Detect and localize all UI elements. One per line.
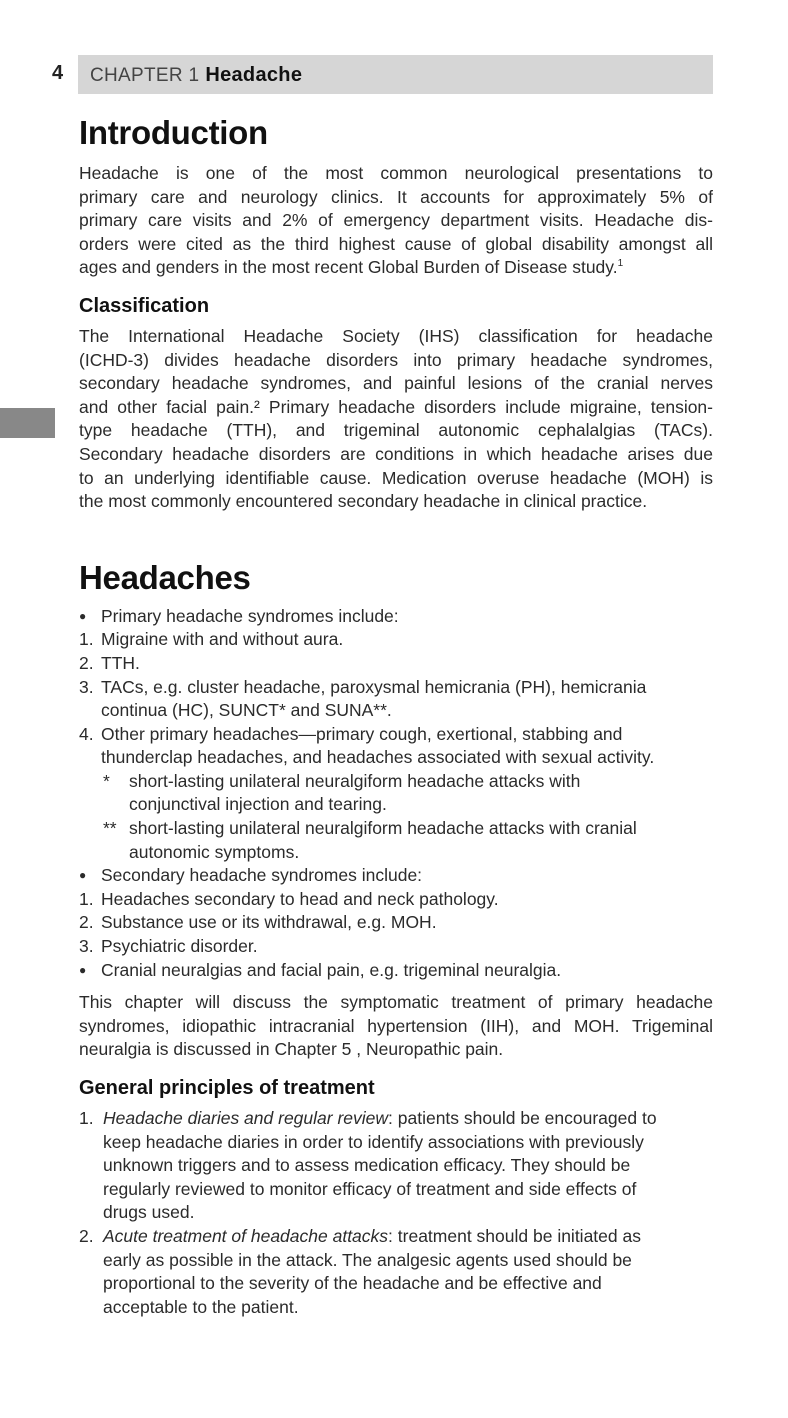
list-item-text <box>103 1107 713 1131</box>
paragraph-line <box>79 372 713 396</box>
list-item-body: Migraine with and without aura. <box>101 629 344 650</box>
list-item-text <box>101 911 713 935</box>
list-item-text <box>129 770 713 794</box>
list-item-body: Secondary headache syndromes include: <box>101 865 423 886</box>
list-item-line <box>79 959 713 983</box>
bullet-icon: ● <box>79 962 87 977</box>
list-item-body: drugs used. <box>103 1202 195 1223</box>
paragraph-line <box>79 396 713 420</box>
list-item-text <box>103 1201 713 1225</box>
paragraph-line <box>79 325 713 349</box>
list-item-body: Substance use or its withdrawal, e.g. MOH. <box>101 912 437 933</box>
bullet-icon: ● <box>79 868 87 883</box>
line-text: ages and genders in the most recent Global Burden of Disease study. <box>79 257 618 278</box>
paragraph-line <box>79 490 713 514</box>
subsection-heading: Classification <box>79 294 210 317</box>
list-item-line <box>79 1131 713 1155</box>
list-item-line <box>79 793 713 817</box>
list-item-body: short-lasting unilateral neuralgiform headache attacks with <box>129 770 581 791</box>
line-text: neuralgia is discussed in Chapter 5 , Neuropathic pain. <box>79 1039 504 1060</box>
list-item-body: Other primary headaches—primary cough, exertional, stabbing and <box>101 723 623 744</box>
line-text: Headache is one of the most common neurological presentations to <box>79 163 713 183</box>
section-heading: Introduction <box>79 114 268 151</box>
list-item-line <box>79 699 713 723</box>
list-item-body: keep headache diaries in order to identify associations with previously <box>103 1131 644 1152</box>
list-item-line <box>79 841 713 865</box>
line-text: and other facial pain.² Primary headache disorders include migraine, tension- <box>79 396 713 417</box>
footnote-ref: 1 <box>617 258 624 270</box>
list-item-line <box>79 935 713 959</box>
subsection-heading: General principles of treatment <box>79 1077 375 1099</box>
list-item-text <box>103 1154 713 1178</box>
list-item-lead: Headache diaries and regular review <box>103 1108 389 1128</box>
list-item-line <box>79 1225 713 1249</box>
list-item-line <box>79 1107 713 1131</box>
list-marker: 1. <box>79 1108 94 1128</box>
list <box>79 605 713 983</box>
list-item-line <box>79 746 713 770</box>
line-text: (ICHD-3) divides headache disorders into primary headache syndromes, <box>79 349 713 370</box>
list-item-text <box>103 1296 713 1320</box>
bullet-icon: ● <box>79 608 87 623</box>
list-item-body: unknown triggers and to assess medication efficacy. They should be <box>103 1155 631 1176</box>
list-item-text <box>101 864 713 888</box>
chapter-title: Headache <box>205 64 303 86</box>
list <box>79 1107 713 1319</box>
line-text: the most commonly encountered secondary headache in clinical practice. <box>79 491 648 512</box>
list-item-text <box>101 699 713 723</box>
paragraph-line <box>79 991 713 1015</box>
list-marker: 2. <box>79 1225 94 1246</box>
chapter-thumb-tab <box>0 408 55 438</box>
paragraph-line <box>79 467 713 491</box>
list-item-text <box>103 1178 713 1202</box>
paragraph-line <box>79 209 713 233</box>
list-marker: 1. <box>79 888 94 909</box>
line-text: The International Headache Society (IHS) classification for headache <box>79 325 713 346</box>
list-marker: 4. <box>79 723 94 744</box>
list-marker: 1. <box>79 629 94 650</box>
page-number: 4 <box>52 62 64 84</box>
list-item-line <box>79 911 713 935</box>
list-item-body: acceptable to the patient. <box>103 1296 299 1317</box>
paragraph-line <box>79 1038 713 1062</box>
page-body <box>79 113 713 1319</box>
list-item-text <box>101 628 713 652</box>
list-item-line <box>79 723 713 747</box>
list-item-text <box>101 723 713 747</box>
list-item-body: TACs, e.g. cluster headache, paroxysmal hemicrania (PH), hemicrania <box>101 676 647 697</box>
list-item-text <box>101 605 713 629</box>
line-text: primary care visits and 2% of emergency department visits. Headache dis- <box>79 210 713 231</box>
list-marker: ** <box>103 818 117 839</box>
paragraph-line <box>79 162 713 186</box>
list-item-body: continua (HC), SUNCT* and SUNA**. <box>101 700 392 721</box>
list-item-body: Psychiatric disorder. <box>101 936 258 957</box>
list-item-line <box>79 888 713 912</box>
list-item-line <box>79 1272 713 1296</box>
list-marker: 3. <box>79 936 94 957</box>
list-marker: 2. <box>79 652 94 673</box>
list-item-line <box>79 605 713 629</box>
list-item-text <box>101 676 713 700</box>
list-item-line <box>79 1178 713 1202</box>
list-item-text <box>103 1131 713 1155</box>
list-item-body: proportional to the severity of the headache and be effective and <box>103 1273 602 1294</box>
paragraph <box>79 991 713 1062</box>
list-item-body: early as possible in the attack. The analgesic agents used should be <box>103 1249 632 1270</box>
line-text: This chapter will discuss the symptomatic treatment of primary headache <box>79 992 713 1013</box>
list-item-lead: Acute treatment of headache attacks <box>103 1225 389 1246</box>
list-item-text <box>103 1249 713 1273</box>
paragraph-line <box>79 256 713 280</box>
list-item-line <box>79 1296 713 1320</box>
list-item-body: regularly reviewed to monitor efficacy of treatment and side effects of <box>103 1178 637 1199</box>
paragraph-line <box>79 233 713 257</box>
section-heading: Headaches <box>79 558 251 596</box>
line-text: to an underlying identifiable cause. Medication overuse headache (MOH) is <box>79 467 713 488</box>
list-item-body: : treatment should be initiated as <box>388 1225 641 1246</box>
list-marker: * <box>103 770 110 791</box>
list-item-text <box>101 746 713 770</box>
list-item-body: thunderclap headaches, and headaches associated with sexual activity. <box>101 747 655 768</box>
paragraph <box>79 325 713 514</box>
paragraph-line <box>79 443 713 467</box>
list-item-body: : patients should be encouraged to <box>388 1108 657 1128</box>
paragraph-line <box>79 186 713 210</box>
list-item-text <box>129 841 713 865</box>
line-text: type headache (TTH), and trigeminal autonomic cephalalgias (TACs). <box>79 420 713 441</box>
list-item-text <box>103 1272 713 1296</box>
running-header <box>90 64 302 87</box>
list-item-line <box>79 652 713 676</box>
list-item-body: short-lasting unilateral neuralgiform headache attacks with cranial <box>129 818 637 839</box>
line-text: primary care and neurology clinics. It accounts for approximately 5% of <box>79 186 713 207</box>
list-item-body: Cranial neuralgias and facial pain, e.g. trigeminal neuralgia. <box>101 959 562 980</box>
paragraph-line <box>79 1015 713 1039</box>
list-item-text <box>101 652 713 676</box>
list-item-text <box>101 935 713 959</box>
list-item-body: autonomic symptoms. <box>129 841 300 862</box>
chapter-label: CHAPTER 1 <box>90 65 200 86</box>
list-item-body: conjunctival injection and tearing. <box>129 794 387 815</box>
list-marker: 2. <box>79 912 94 933</box>
list-item-line <box>79 1201 713 1225</box>
list-item-line <box>79 676 713 700</box>
list-item-line <box>79 628 713 652</box>
list-item-text <box>129 793 713 817</box>
paragraph-line <box>79 419 713 443</box>
list-item-line <box>79 1249 713 1273</box>
list-item-text <box>101 888 713 912</box>
list-item-line <box>79 1154 713 1178</box>
list-marker: 3. <box>79 676 94 697</box>
list-item-body: Headaches secondary to head and neck pathology. <box>101 888 499 909</box>
line-text: orders were cited as the third highest cause of global disability amongst all <box>79 233 713 254</box>
list-item-text <box>101 959 713 983</box>
list-item-body: TTH. <box>101 652 140 673</box>
list-item-line <box>79 864 713 888</box>
list-item-text <box>129 817 713 841</box>
paragraph <box>79 162 713 280</box>
list-item-text <box>103 1225 713 1249</box>
line-text: Secondary headache disorders are conditions in which headache arises due <box>79 443 713 464</box>
line-text: syndromes, idiopathic intracranial hypertension (IIH), and MOH. Trigeminal <box>79 1015 713 1036</box>
line-text: secondary headache syndromes, and painful lesions of the cranial nerves <box>79 373 713 394</box>
paragraph-line <box>79 349 713 373</box>
list-item-line <box>79 770 713 794</box>
list-item-body: Primary headache syndromes include: <box>101 605 399 626</box>
list-item-line <box>79 817 713 841</box>
